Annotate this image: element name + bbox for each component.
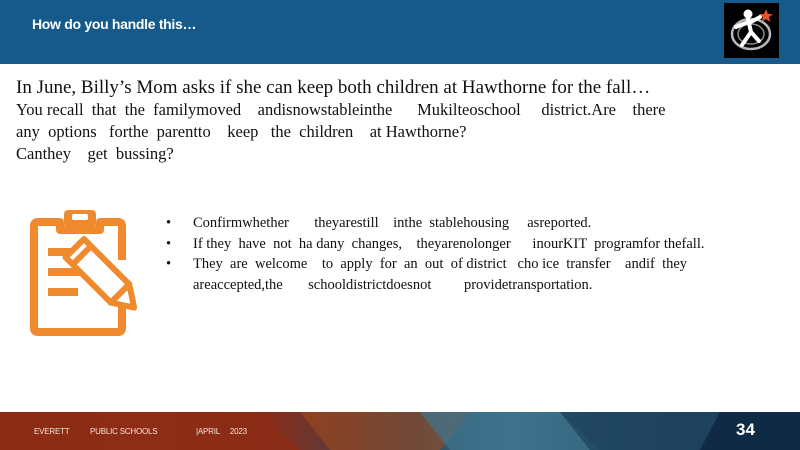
scenario-line-1: You recall that the familymoved andisnowstableinthe Mukilteoschool district.Are there (16, 100, 666, 119)
header-bar (0, 0, 800, 64)
page-number: 34 (736, 420, 755, 439)
scenario-line-2: any options forthe parentto keep the children at Hawthorne? (16, 122, 467, 141)
clipboard-pencil-icon (30, 208, 142, 336)
answer-bullet-list (166, 213, 726, 295)
footer-bar (0, 412, 800, 450)
footer-date: |APRIL 2023 (196, 427, 247, 436)
bullet-item: • They are welcome to apply for an out of district cho ice transfer andif they areaccepted,the schooldistrictdoesnot providetransportation. (166, 254, 726, 295)
bullet-item: • If they have not ha dany changes, theyarenolonger inourKIT programfor thefall. (166, 234, 726, 255)
everett-logo-icon (724, 3, 779, 58)
scenario-line-3: Canthey get bussing? (16, 144, 174, 163)
footer-org-subtitle: PUBLIC SCHOOLS (90, 427, 158, 436)
footer-org-name: EVERETT (34, 427, 70, 436)
slide-title: How do you handle this… (32, 16, 197, 32)
scenario-text (16, 77, 716, 165)
scenario-question: In June, Billy’s Mom asks if she can keep both children at Hawthorne for the fall… (16, 77, 651, 98)
bullet-item: • Confirmwhether theyarestill inthe stablehousing asreported. (166, 213, 726, 234)
